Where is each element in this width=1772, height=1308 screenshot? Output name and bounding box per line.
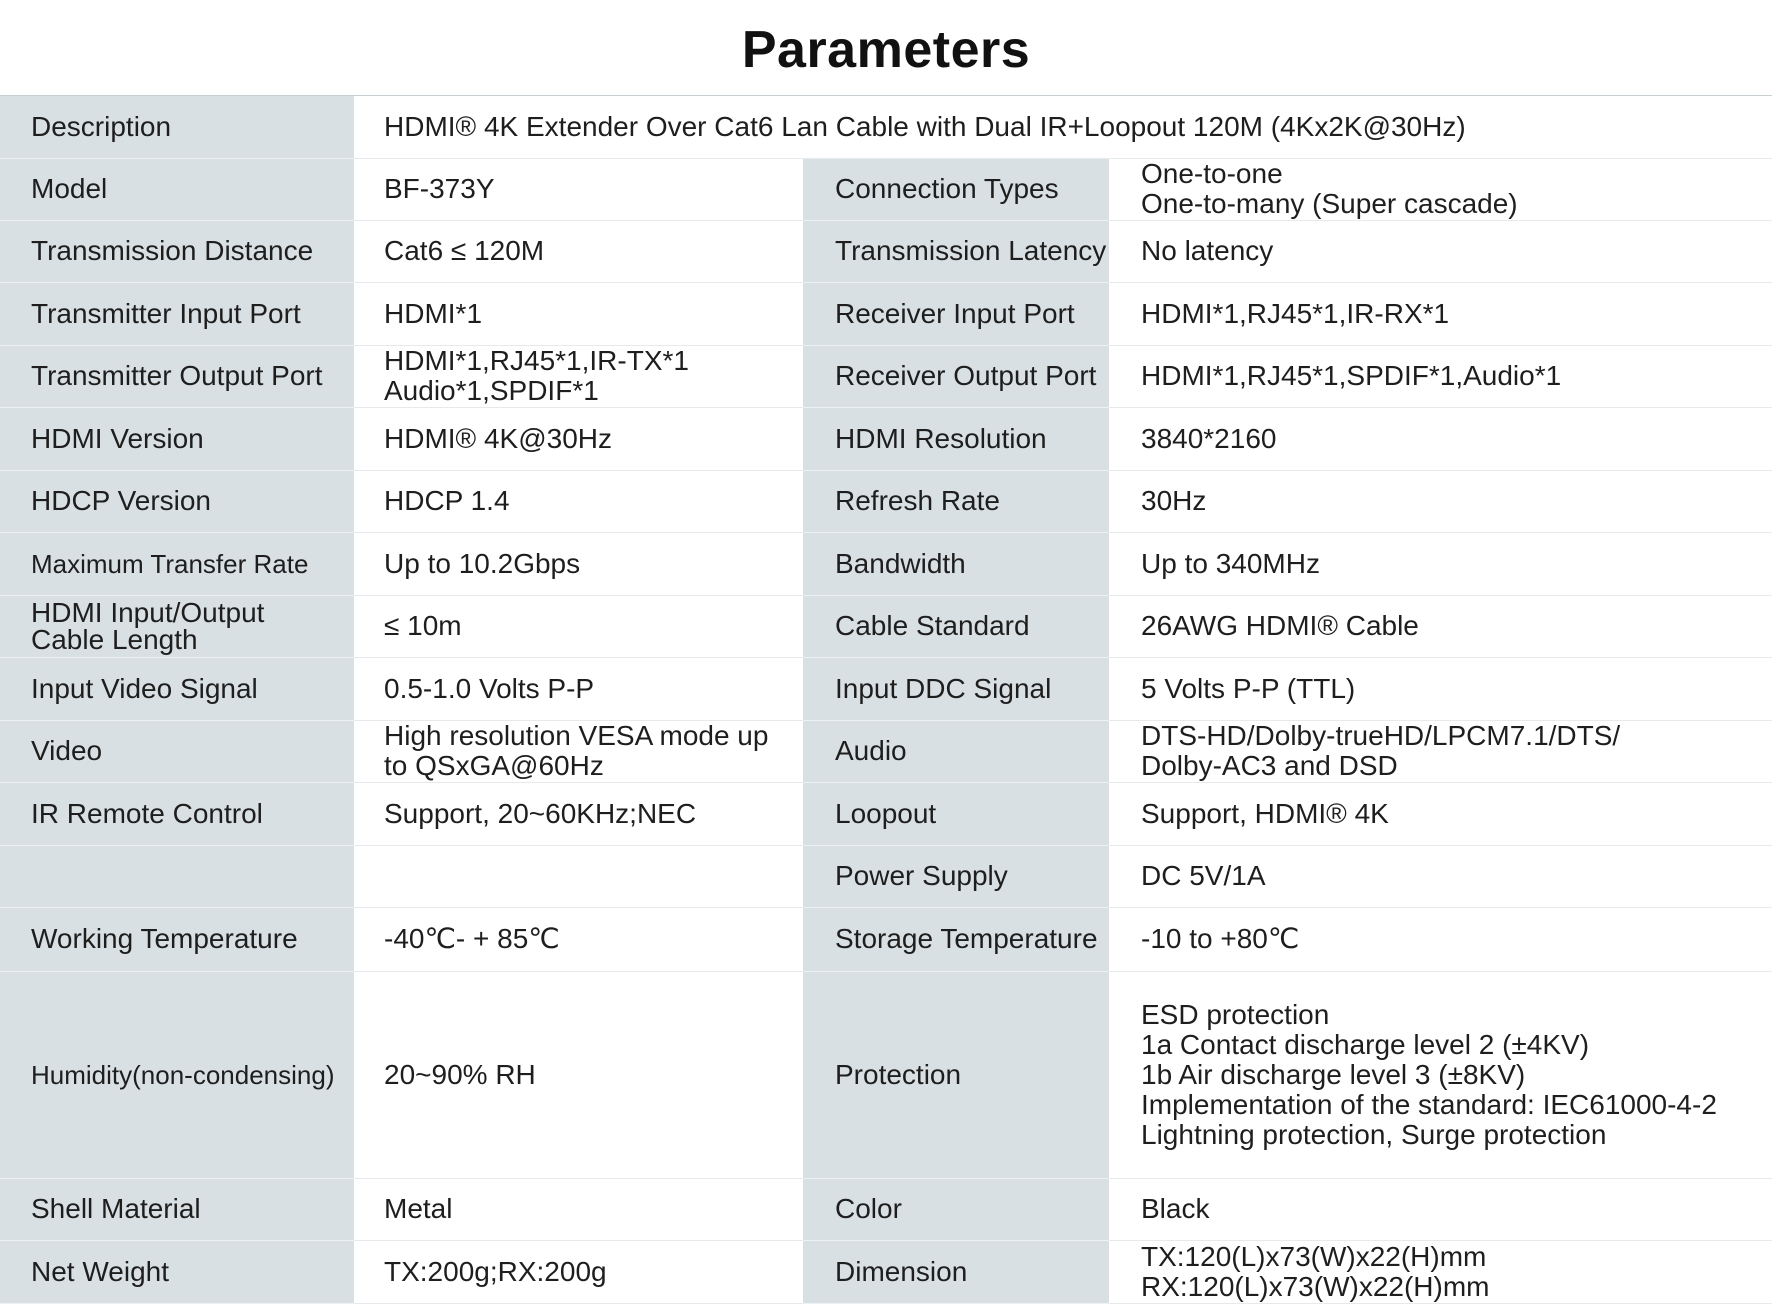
spec-label-connection-types: Connection Types xyxy=(803,158,1109,220)
spec-row xyxy=(0,971,1772,1178)
spec-label-hdmi-version: HDMI Version xyxy=(0,407,354,470)
spec-label-humidity xyxy=(0,971,354,1178)
spec-label-working-temperature: Working Temperature xyxy=(0,907,354,971)
spec-value-maximum-transfer-rate: Up to 10.2Gbps xyxy=(354,532,803,595)
spec-row xyxy=(0,470,1772,532)
spec-value-hdmi-version: HDMI® 4K@30Hz xyxy=(354,407,803,470)
spec-value-receiver-input-port: HDMI*1,RJ45*1,IR-RX*1 xyxy=(1109,282,1772,345)
spec-row xyxy=(0,657,1772,720)
spec-value-bandwidth: Up to 340MHz xyxy=(1109,532,1772,595)
spec-value-protection xyxy=(1109,971,1772,1178)
spec-value-transmission-latency: No latency xyxy=(1109,220,1772,282)
transmitter-output-port-text: HDMI*1,RJ45*1,IR-TX*1 Audio*1,SPDIF*1 xyxy=(384,345,689,406)
spec-value-loopout: Support, HDMI® 4K xyxy=(1109,782,1772,845)
spec-row xyxy=(0,782,1772,845)
spec-value-model: BF-373Y xyxy=(354,158,803,220)
spec-label-receiver-input-port: Receiver Input Port xyxy=(803,282,1109,345)
spec-value-hdmi-resolution: 3840*2160 xyxy=(1109,407,1772,470)
spec-label-empty xyxy=(0,845,354,907)
spec-label-model: Model xyxy=(0,158,354,220)
spec-label-receiver-output-port: Receiver Output Port xyxy=(803,345,1109,407)
spec-label-transmission-latency: Transmission Latency xyxy=(803,220,1109,282)
spec-row xyxy=(0,532,1772,595)
spec-value-transmitter-input-port: HDMI*1 xyxy=(354,282,803,345)
page-title: Parameters xyxy=(0,0,1772,96)
spec-label-protection: Protection xyxy=(803,971,1109,1178)
spec-label-dimension: Dimension xyxy=(803,1240,1109,1303)
spec-label-hdcp-version: HDCP Version xyxy=(0,470,354,532)
spec-label-ir-remote-control: IR Remote Control xyxy=(0,782,354,845)
maximum-transfer-rate-text: Maximum Transfer Rate xyxy=(31,548,309,579)
spec-label-video: Video xyxy=(0,720,354,782)
spec-value-cable-standard: 26AWG HDMI® Cable xyxy=(1109,595,1772,657)
spec-value-net-weight: TX:200g;RX:200g xyxy=(354,1240,803,1303)
spec-value-power-supply: DC 5V/1A xyxy=(1109,845,1772,907)
video-text: High resolution VESA mode up to QSxGA@60Hz xyxy=(384,720,769,781)
spec-row xyxy=(0,720,1772,782)
spec-value-connection-types xyxy=(1109,158,1772,220)
spec-row xyxy=(0,1178,1772,1240)
spec-label-audio: Audio xyxy=(803,720,1109,782)
spec-value-transmission-distance: Cat6 ≤ 120M xyxy=(354,220,803,282)
spec-value-refresh-rate: 30Hz xyxy=(1109,470,1772,532)
parameters-table xyxy=(0,96,1772,1304)
description-row xyxy=(0,96,1772,158)
spec-label-transmission-distance: Transmission Distance xyxy=(0,220,354,282)
dimension-text: TX:120(L)x73(W)x22(H)mm RX:120(L)x73(W)x22(H)mm xyxy=(1141,1240,1490,1302)
audio-text: DTS-HD/Dolby-trueHD/LPCM7.1/DTS/ Dolby-AC3 and DSD xyxy=(1141,720,1621,781)
spec-label-cable-length xyxy=(0,595,354,657)
spec-row xyxy=(0,845,1772,907)
spec-row xyxy=(0,282,1772,345)
spec-label-shell-material: Shell Material xyxy=(0,1178,354,1240)
spec-value-color: Black xyxy=(1109,1178,1772,1240)
spec-label-power-supply: Power Supply xyxy=(803,845,1109,907)
spec-value-empty xyxy=(354,845,803,907)
spec-row xyxy=(0,907,1772,971)
spec-row xyxy=(0,158,1772,220)
spec-value-shell-material: Metal xyxy=(354,1178,803,1240)
spec-row xyxy=(0,1240,1772,1303)
spec-row xyxy=(0,345,1772,407)
spec-value-video xyxy=(354,720,803,782)
spec-value-input-video-signal: 0.5-1.0 Volts P-P xyxy=(354,657,803,720)
spec-value-dimension xyxy=(1109,1240,1772,1303)
spec-label-input-video-signal: Input Video Signal xyxy=(0,657,354,720)
spec-value-ir-remote-control: Support, 20~60KHz;NEC xyxy=(354,782,803,845)
spec-label-transmitter-output-port: Transmitter Output Port xyxy=(0,345,354,407)
cable-length-text: HDMI Input/Output Cable Length xyxy=(31,597,265,655)
spec-value-working-temperature: -40℃- + 85℃ xyxy=(354,907,803,971)
spec-label-bandwidth: Bandwidth xyxy=(803,532,1109,595)
spec-label-input-ddc-signal: Input DDC Signal xyxy=(803,657,1109,720)
spec-label-refresh-rate: Refresh Rate xyxy=(803,470,1109,532)
spec-value-input-ddc-signal: 5 Volts P-P (TTL) xyxy=(1109,657,1772,720)
spec-label-maximum-transfer-rate xyxy=(0,532,354,595)
description-value: HDMI® 4K Extender Over Cat6 Lan Cable with Dual IR+Loopout 120M (4Kx2K@30Hz) xyxy=(354,96,1772,158)
spec-value-receiver-output-port: HDMI*1,RJ45*1,SPDIF*1,Audio*1 xyxy=(1109,345,1772,407)
spec-value-storage-temperature: -10 to +80℃ xyxy=(1109,907,1772,971)
humidity-text: Humidity(non-condensing) xyxy=(31,1059,335,1090)
spec-label-loopout: Loopout xyxy=(803,782,1109,845)
spec-row xyxy=(0,220,1772,282)
spec-label-cable-standard: Cable Standard xyxy=(803,595,1109,657)
protection-text: ESD protection 1a Contact discharge level 2 (±4KV) 1b Air discharge level 3 (±8KV) Implementation of the standard: IEC61000-4-2 Lightning protection, Surge protection xyxy=(1141,998,1717,1150)
spec-row xyxy=(0,407,1772,470)
spec-value-humidity: 20~90% RH xyxy=(354,971,803,1178)
description-label: Description xyxy=(0,96,354,158)
spec-value-audio xyxy=(1109,720,1772,782)
spec-label-net-weight: Net Weight xyxy=(0,1240,354,1303)
spec-label-storage-temperature: Storage Temperature xyxy=(803,907,1109,971)
spec-value-cable-length: ≤ 10m xyxy=(354,595,803,657)
spec-label-color: Color xyxy=(803,1178,1109,1240)
spec-row xyxy=(0,595,1772,657)
spec-label-hdmi-resolution: HDMI Resolution xyxy=(803,407,1109,470)
connection-types-text: One-to-one One-to-many (Super cascade) xyxy=(1141,158,1518,219)
spec-label-transmitter-input-port: Transmitter Input Port xyxy=(0,282,354,345)
spec-value-transmitter-output-port xyxy=(354,345,803,407)
spec-value-hdcp-version: HDCP 1.4 xyxy=(354,470,803,532)
